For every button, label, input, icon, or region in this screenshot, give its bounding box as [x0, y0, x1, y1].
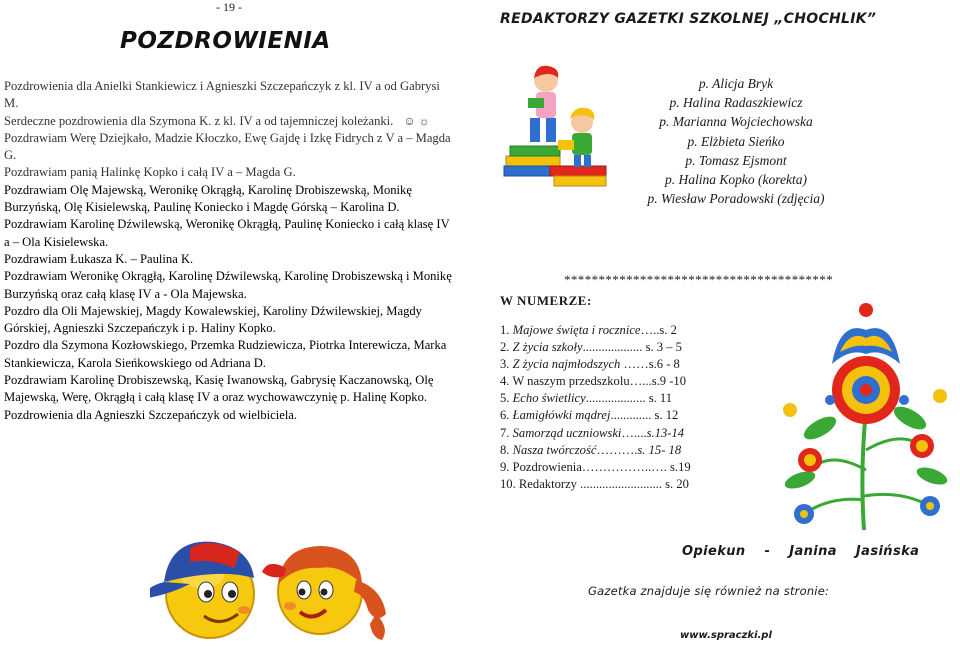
toc-item: 6. Łamigłówki mądrej............. s. 12 — [500, 408, 679, 423]
editor-name: p. Marianna Wojciechowska — [659, 114, 813, 130]
star-divider: *************************************** — [564, 272, 834, 287]
greeting: Pozdrawiam panią Halinkę Kopko i całą IV a – Magda G. — [4, 165, 296, 180]
page-number: - 19 - — [216, 0, 242, 14]
greeting: Pozdrowienia dla Agnieszki Szczepańczyk od wielbiciela. — [4, 407, 298, 422]
editor-name: p. Halina Radaszkiewicz — [669, 95, 803, 111]
greeting: Pozdrawiam Łukasza K. – Paulina K. — [4, 251, 194, 266]
online-note: Gazetka znajduje się również na stronie: — [588, 584, 830, 598]
smiley-boy-cap-icon — [150, 542, 254, 638]
table-of-contents — [500, 322, 691, 493]
page-title: POZDROWIENIA — [120, 28, 331, 54]
emoticons-icon: ☺ ☼ — [403, 113, 430, 128]
greeting: Pozdrawiam Olę Majewską, Weronikę Okrągłą, Karolinę Drobiszewską, Monikę Burzyńską, Olę Kisielewską, Paulinę Koniecko i Magdę Górską – Karolina D. — [4, 182, 412, 215]
toc-item: 7. Samorząd uczniowski…....s.13-14 — [500, 425, 685, 440]
in-number-heading: W NUMERZE: — [500, 293, 592, 308]
greeting: Pozdro dla Oli Majewskiej, Magdy Kowalewskiej, Karoliny Dźwilewskiej, Magdy Górskiej, Agnieszki Szczepańczyk i p. Haliny Kopko. — [4, 303, 422, 336]
supervisor-line: Opiekun - Janina Jasińska — [682, 544, 920, 559]
smiley-couple-illustration — [150, 528, 402, 646]
greeting: Serdeczne pozdrowienia dla Szymona K. z kl. IV a od tajemniczej koleżanki. — [4, 113, 394, 128]
editors-title: REDAKTORZY GAZETKI SZKOLNEJ „CHOCHLIK” — [500, 11, 877, 27]
editor-name: p. Halina Kopko (korekta) — [665, 172, 807, 188]
toc-item: 3. Z życia najmłodszych ……s.6 - 8 — [500, 357, 680, 372]
greeting: Pozdrawiam Karolinę Drobiszewską, Kasię Iwanowską, Gabrysię Kaczanowską, Olę Majewską, Werę, Okrągłą i całą klasę IV a oraz wychowawczynię p. Halinę Kopko. — [4, 373, 434, 405]
toc-item: 1. Majowe święta i rocznice…..s. 2 — [500, 323, 677, 337]
editor-name: p. Wiesław Poradowski (zdjęcia) — [647, 191, 825, 207]
children-reading-illustration — [500, 60, 610, 190]
greeting: Pozdro dla Szymona Kozłowskiego, Przemka Rudziewicza, Piotrka Interewicza, Marka Stankiewicza, Karola Sieńkowskiego od Adriana D. — [4, 338, 447, 370]
greeting-with-emoticons — [4, 113, 456, 130]
website-link[interactable]: www.spraczki.pl — [680, 630, 772, 641]
smiley-girl-braids-icon — [262, 546, 386, 640]
editor-name: p. Elżbieta Sieńko — [687, 133, 785, 149]
greetings-list — [4, 78, 456, 424]
editor-name: p. Alicja Bryk — [698, 76, 774, 91]
editors-list — [600, 74, 872, 208]
toc-item: 8. Nasza twórczość……….s. 15- 18 — [500, 442, 682, 457]
greeting: Pozdrawiam Karolinę Dźwilewską, Weronikę Okrągłą, Paulinę Koniecko i całą klasę IV a – Ola Kisielewska. — [4, 217, 450, 249]
toc-item: 10. Redaktorzy .......................... s. 20 — [500, 476, 689, 491]
toc-item: 4. W naszym przedszkolu…...s.9 -10 — [500, 374, 686, 389]
greeting: Pozdrawiam Weronikę Okrągłą, Karolinę Dźwilewską, Karolinę Drobiszewską i Monikę Burzyńską oraz całą klasę IV a - Ola Majewska. — [4, 269, 452, 301]
toc-item: 5. Echo świetlicy................... s. 11 — [500, 391, 673, 406]
greeting: Pozdrawiam Werę Dziejkało, Madzie Kłoczko, Ewę Gajdę i Izkę Fidrych z V a – Magda G. — [4, 130, 451, 163]
toc-item: 9. Pozdrowienia……………..…. s.19 — [500, 459, 691, 474]
folk-flower-ornament — [770, 300, 958, 532]
toc-item: 2. Z życia szkoły................... s. 3 – 5 — [500, 340, 682, 355]
editor-name: p. Tomasz Ejsmont — [685, 152, 787, 168]
greeting: Pozdrowienia dla Anielki Stankiewicz i Agnieszki Szczepańczyk z kl. IV a od Gabrysi M. — [4, 79, 440, 111]
